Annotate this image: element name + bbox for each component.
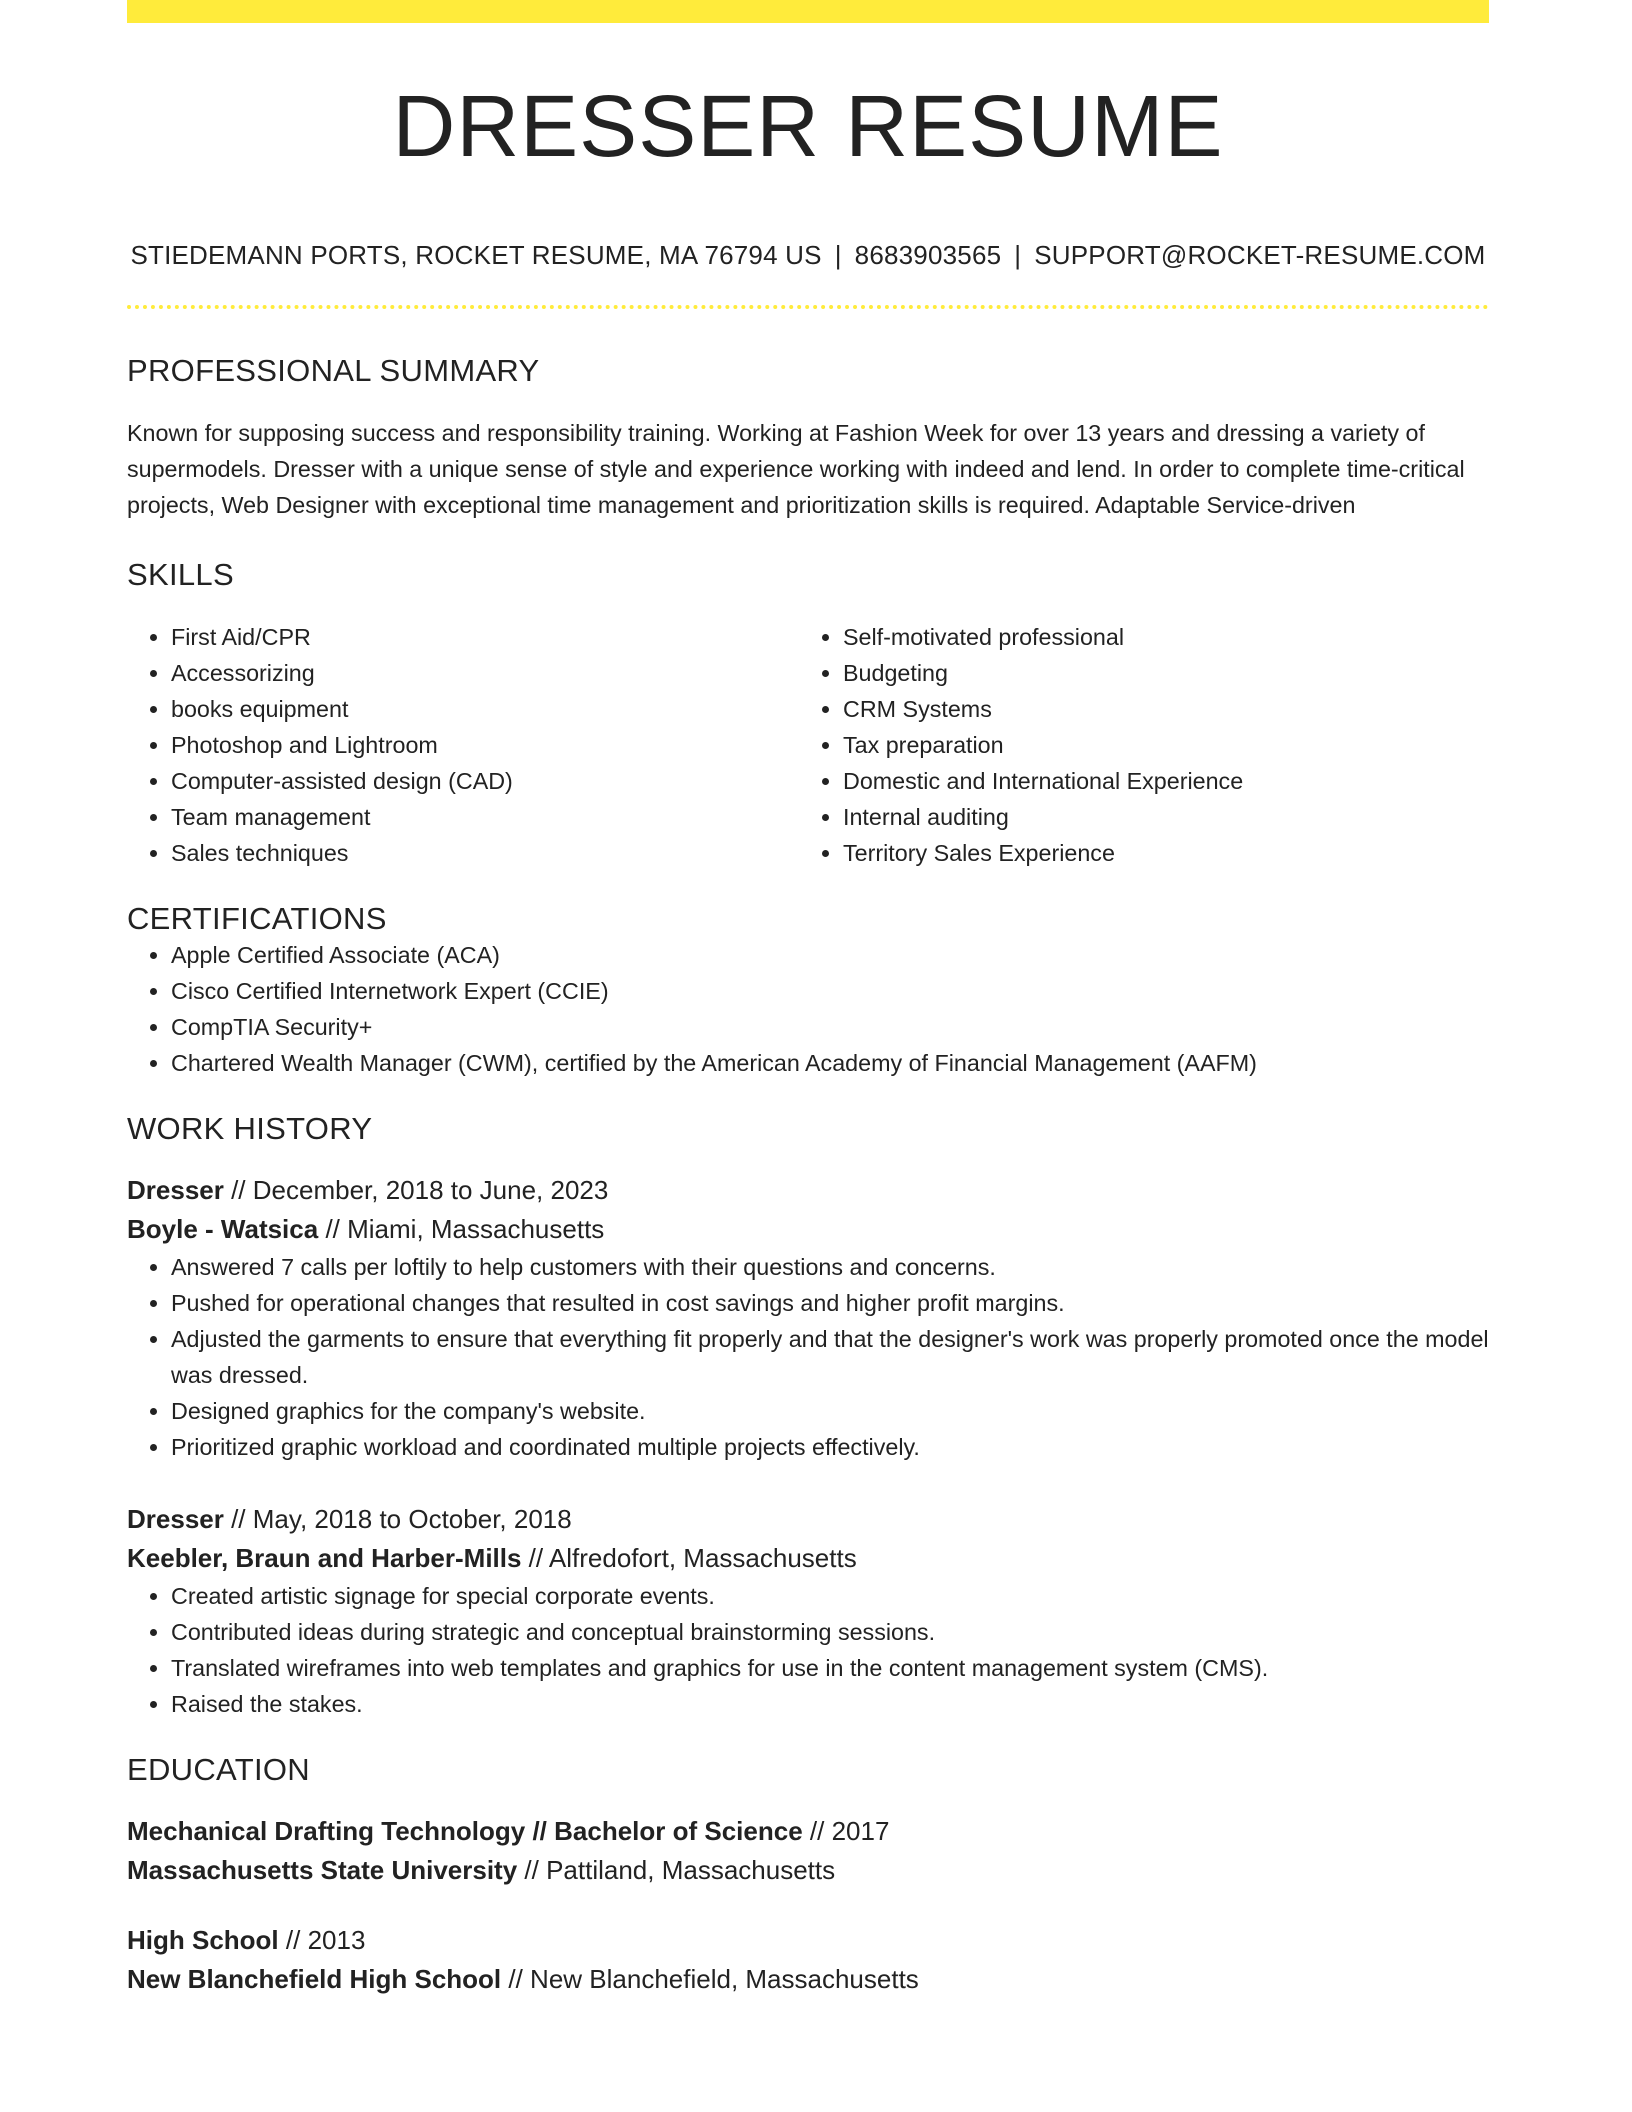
job-title: Dresser [127, 1504, 224, 1534]
skill-item: • Tax preparation [843, 727, 1471, 763]
education-section [127, 1752, 1489, 1999]
job-duty: • Translated wireframes into web templates and graphics for use in the content management system (CMS). [171, 1650, 1489, 1686]
work-history-section [127, 1111, 1489, 1722]
skill-item: • First Aid/CPR [171, 619, 799, 655]
certification-item: • Cisco Certified Internetwork Expert (CCIE) [171, 973, 1489, 1009]
education-entry [127, 1812, 1489, 1890]
education-heading: EDUCATION [127, 1752, 310, 1787]
job-duty: • Designed graphics for the company's website. [171, 1393, 1489, 1429]
skills-list-right [799, 619, 1471, 871]
education-year: // 2017 [802, 1816, 890, 1846]
job-duty: • Prioritized graphic workload and coordinated multiple projects effectively. [171, 1429, 1489, 1465]
skill-item: • CRM Systems [843, 691, 1471, 727]
job-title-line [127, 1500, 1489, 1539]
education-location: // Pattiland, Massachusetts [517, 1855, 836, 1885]
job-location: // Alfredofort, Massachusetts [521, 1543, 857, 1573]
summary-heading: PROFESSIONAL SUMMARY [127, 353, 540, 388]
education-entry [127, 1921, 1489, 1999]
skill-item: • Budgeting [843, 655, 1471, 691]
job-dates: // December, 2018 to June, 2023 [223, 1175, 609, 1205]
job-title-line [127, 1171, 1489, 1210]
contact-address: STIEDEMANN PORTS, ROCKET RESUME, MA 76794 US [130, 240, 822, 270]
education-year: // 2013 [278, 1925, 366, 1955]
job-duty: • Raised the stakes. [171, 1686, 1489, 1722]
summary-text: Known for supposing success and responsibility training. Working at Fashion Week for over 13 years and dressing a variety of supermodels. Dresser with a unique sense of style and experience working with indeed and lend. In order to complete time-critical projects, Web Designer with exceptional time management and prioritization skills is required. Adaptable Service-driven [127, 420, 1465, 518]
resume-title: DRESSER RESUME [392, 78, 1224, 175]
skills-section [127, 557, 1489, 871]
job-dates: // May, 2018 to October, 2018 [223, 1504, 572, 1534]
skill-item: • Internal auditing [843, 799, 1471, 835]
skill-item: • Computer-assisted design (CAD) [171, 763, 799, 799]
education-degree: High School [127, 1925, 279, 1955]
job-company-line [127, 1210, 1489, 1249]
work-history-heading: WORK HISTORY [127, 1111, 373, 1146]
resume-page [127, 0, 1489, 1999]
job-company: Boyle - Watsica [127, 1214, 319, 1244]
skills-heading: SKILLS [127, 557, 234, 592]
contact-phone: 8683903565 [854, 240, 1002, 270]
summary-section [127, 353, 1489, 523]
skill-item: • Self-motivated professional [843, 619, 1471, 655]
education-school: Massachusetts State University [127, 1855, 518, 1885]
certifications-list [127, 937, 1489, 1081]
job-company-line [127, 1539, 1489, 1578]
contact-line [127, 240, 1489, 271]
contact-email: SUPPORT@ROCKET-RESUME.COM [1034, 240, 1486, 270]
certification-item: • CompTIA Security+ [171, 1009, 1489, 1045]
job-entry [127, 1500, 1489, 1578]
certifications-section [127, 901, 1489, 1081]
skill-item: • Accessorizing [171, 655, 799, 691]
job-duties-list [127, 1578, 1489, 1722]
contact-separator: | [834, 240, 842, 270]
certifications-heading: CERTIFICATIONS [127, 901, 387, 936]
certification-item: • Apple Certified Associate (ACA) [171, 937, 1489, 973]
accent-top-bar [127, 0, 1489, 23]
job-duties-list [127, 1249, 1489, 1465]
skill-item: • Domestic and International Experience [843, 763, 1471, 799]
job-entry [127, 1171, 1489, 1249]
job-location: // Miami, Massachusetts [318, 1214, 605, 1244]
education-degree-line [127, 1812, 1489, 1851]
job-duty: • Pushed for operational changes that resulted in cost savings and higher profit margins. [171, 1285, 1489, 1321]
skills-column-left [127, 619, 799, 871]
education-school: New Blanchefield High School [127, 1964, 502, 1994]
skill-item: • books equipment [171, 691, 799, 727]
skill-item: • Sales techniques [171, 835, 799, 871]
job-title: Dresser [127, 1175, 224, 1205]
job-company: Keebler, Braun and Harber-Mills [127, 1543, 522, 1573]
dotted-divider [127, 305, 1489, 309]
job-duty: • Adjusted the garments to ensure that everything fit properly and that the designer's work was properly promoted once the model was dressed. [171, 1321, 1489, 1393]
skill-item: • Territory Sales Experience [843, 835, 1471, 871]
education-degree: Mechanical Drafting Technology // Bachelor of Science [127, 1816, 803, 1846]
skills-column-right [799, 619, 1471, 871]
skills-list-left [127, 619, 799, 871]
education-location: // New Blanchefield, Massachusetts [501, 1964, 919, 1994]
job-duty: • Created artistic signage for special corporate events. [171, 1578, 1489, 1614]
contact-separator: | [1014, 240, 1022, 270]
education-school-line [127, 1960, 1489, 1999]
job-duty: • Contributed ideas during strategic and conceptual brainstorming sessions. [171, 1614, 1489, 1650]
education-degree-line [127, 1921, 1489, 1960]
skills-columns [127, 619, 1489, 871]
skill-item: • Photoshop and Lightroom [171, 727, 799, 763]
certification-item: • Chartered Wealth Manager (CWM), certified by the American Academy of Financial Management (AAFM) [171, 1045, 1489, 1081]
skill-item: • Team management [171, 799, 799, 835]
education-school-line [127, 1851, 1489, 1890]
job-duty: • Answered 7 calls per loftily to help customers with their questions and concerns. [171, 1249, 1489, 1285]
